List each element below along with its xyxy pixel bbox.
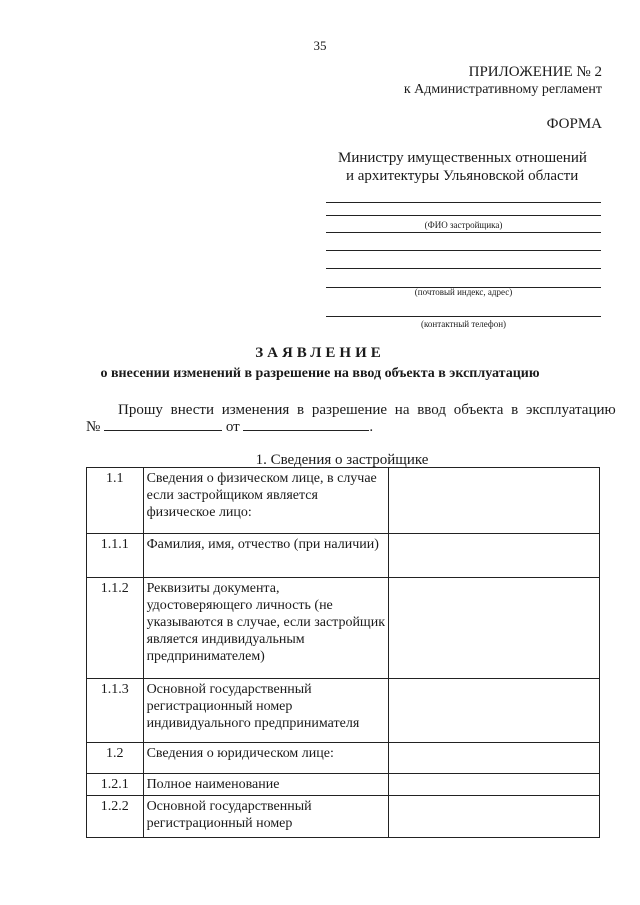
row-number: 1.2.1: [87, 774, 144, 796]
phone-caption: (контактный телефон): [420, 319, 507, 329]
developer-name-line-2[interactable]: [326, 215, 601, 216]
developer-name-line-3[interactable]: [326, 232, 601, 233]
developer-name-line-1[interactable]: [326, 202, 601, 203]
row-number: 1.2.2: [87, 796, 144, 838]
date-prefix: от: [225, 419, 240, 435]
row-value-cell[interactable]: [389, 578, 600, 679]
document-title: ЗАЯВЛЕНИЕ: [255, 345, 385, 361]
table-row: [87, 774, 600, 796]
addressee-line-1: Министру имущественных отношений: [338, 150, 587, 166]
row-number: 1.1.3: [87, 679, 144, 743]
row-description: Сведения о физическом лице, в случае если застройщиком является физическое лицо:: [143, 468, 389, 534]
permit-number-field[interactable]: [104, 418, 222, 431]
row-description: Сведения о юридическом лице:: [143, 743, 389, 774]
permit-date-field[interactable]: [243, 418, 369, 431]
document-subtitle: о внесении изменений в разрешение на ввод объекта в эксплуатацию: [100, 366, 540, 381]
row-description: Основной государственный регистрационный номер: [143, 796, 389, 838]
annex-subtitle: к Административному регламент: [403, 82, 602, 97]
row-value-cell[interactable]: [389, 796, 600, 838]
table-row: [87, 743, 600, 774]
row-value-cell[interactable]: [389, 743, 600, 774]
phone-line[interactable]: [326, 316, 601, 317]
row-number: 1.2: [87, 743, 144, 774]
addressee-line-2: и архитектуры Ульяновской области: [346, 168, 579, 184]
annex-title: ПРИЛОЖЕНИЕ № 2: [468, 64, 602, 80]
permit-number-line: [86, 418, 373, 436]
table-row: [87, 578, 600, 679]
row-description: Полное наименование: [143, 774, 389, 796]
address-line-1[interactable]: [326, 250, 601, 251]
table-row: [87, 796, 600, 838]
row-description: Фамилия, имя, отчество (при наличии): [143, 534, 389, 578]
row-number: 1.1.1: [87, 534, 144, 578]
section-heading: 1. Сведения о застройщике: [255, 452, 429, 468]
row-description: Основной государственный регистрационный номер индивидуального предпринимателя: [143, 679, 389, 743]
table-row: [87, 679, 600, 743]
request-text: Прошу внести изменения в разрешение на ввод объекта в эксплуатацию: [118, 402, 616, 418]
end-dot: .: [369, 419, 374, 435]
table-row: [87, 468, 600, 534]
row-value-cell[interactable]: [389, 679, 600, 743]
row-value-cell[interactable]: [389, 468, 600, 534]
form-label: ФОРМА: [546, 116, 602, 132]
developer-info-table: [86, 467, 600, 838]
row-number: 1.1.2: [87, 578, 144, 679]
page-number: 35: [313, 38, 327, 53]
address-line-2[interactable]: [326, 268, 601, 269]
row-number: 1.1: [87, 468, 144, 534]
row-description: Реквизиты документа, удостоверяющего личность (не указываются в случае, если застройщик является индивидуальным предпринимателем): [143, 578, 389, 679]
developer-name-caption: (ФИО застройщика): [424, 220, 503, 230]
postal-caption: (почтовый индекс, адрес): [414, 287, 513, 297]
number-sign: №: [86, 419, 101, 435]
table-row: [87, 534, 600, 578]
row-value-cell[interactable]: [389, 534, 600, 578]
row-value-cell[interactable]: [389, 774, 600, 796]
